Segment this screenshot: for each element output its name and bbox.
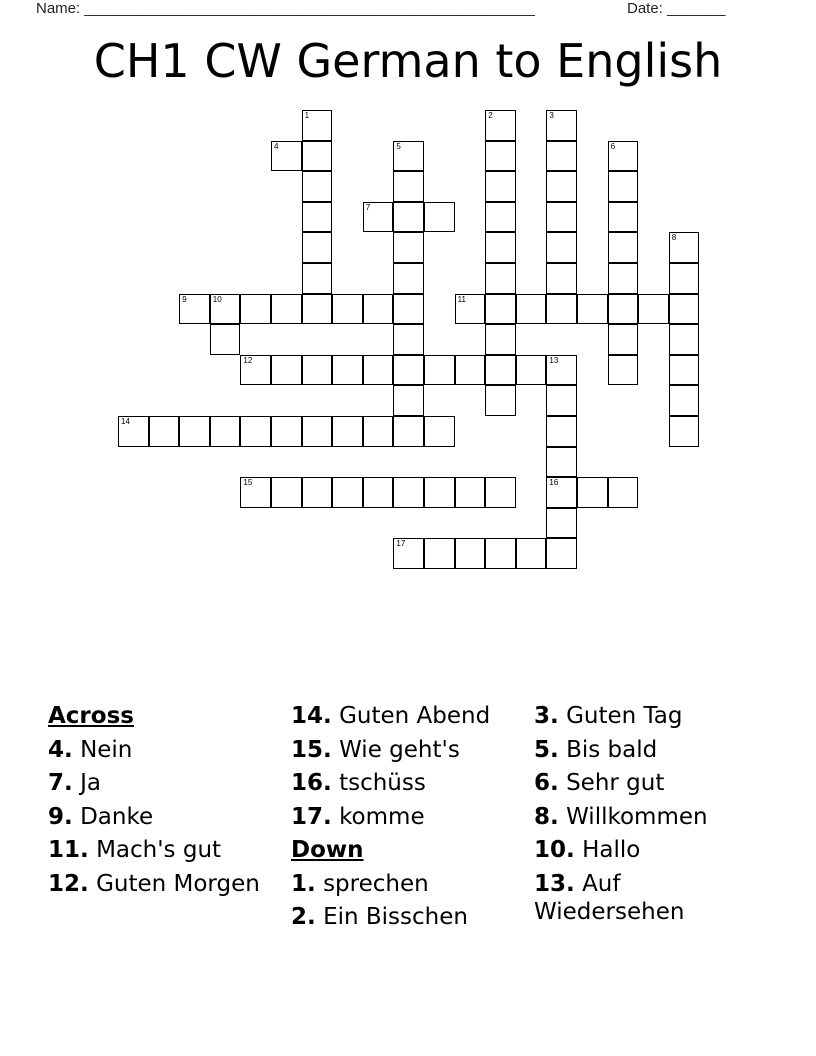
grid-cell[interactable] xyxy=(302,110,333,141)
grid-cell[interactable] xyxy=(302,171,333,202)
cell-number: 17 xyxy=(396,539,406,549)
clue-number: 12. xyxy=(48,870,89,897)
clue-text: Wie geht's xyxy=(339,736,460,763)
grid-cell[interactable] xyxy=(546,538,577,569)
clue-down-4 xyxy=(534,769,734,797)
grid-cell[interactable] xyxy=(546,110,577,141)
cell-number: 4 xyxy=(274,141,279,151)
grid-cell[interactable] xyxy=(485,355,516,386)
grid-cell[interactable] xyxy=(546,385,577,416)
grid-cell[interactable] xyxy=(393,232,424,263)
cell-number: 9 xyxy=(182,294,187,304)
grid-cell[interactable] xyxy=(424,538,455,569)
grid-cell[interactable] xyxy=(424,202,455,233)
clue-text: tschüss xyxy=(339,770,426,796)
grid-cell[interactable] xyxy=(118,416,149,447)
grid-cell[interactable] xyxy=(455,538,486,569)
cell-number: 12 xyxy=(243,355,253,365)
grid-cell[interactable] xyxy=(669,232,700,263)
grid-cell[interactable] xyxy=(608,171,639,202)
grid-cell[interactable] xyxy=(669,355,700,386)
grid-cell[interactable] xyxy=(669,416,700,447)
cell-number: 6 xyxy=(610,141,616,151)
grid-cell[interactable] xyxy=(485,477,516,508)
grid-cell[interactable] xyxy=(485,171,516,202)
clue-text: Ein Bisschen xyxy=(323,904,468,930)
grid-cell[interactable] xyxy=(240,416,271,447)
grid-cell[interactable] xyxy=(271,355,302,386)
grid-cell[interactable] xyxy=(546,447,577,478)
grid-cell[interactable] xyxy=(393,141,424,172)
grid-cell[interactable] xyxy=(546,508,577,539)
grid-cell[interactable] xyxy=(210,324,241,355)
grid-cell[interactable] xyxy=(302,294,333,325)
cell-number: 15 xyxy=(243,478,253,488)
clue-column-3 xyxy=(534,702,734,931)
clue-number: 8. xyxy=(534,803,559,830)
grid-cell[interactable] xyxy=(271,416,302,447)
clue-number: 11. xyxy=(48,837,89,863)
clue-number: 2. xyxy=(291,904,316,930)
grid-cell[interactable] xyxy=(179,416,210,447)
grid-cell[interactable] xyxy=(424,416,455,447)
grid-cell[interactable] xyxy=(424,477,455,508)
grid-cell[interactable] xyxy=(546,355,577,386)
grid-cell[interactable] xyxy=(271,294,302,325)
grid-cell[interactable] xyxy=(608,355,639,386)
grid-cell[interactable] xyxy=(546,202,577,233)
grid-cell[interactable] xyxy=(179,294,210,325)
grid-cell[interactable] xyxy=(669,263,700,294)
grid-cell[interactable] xyxy=(546,141,577,172)
grid-cell[interactable] xyxy=(669,294,700,325)
cell-number: 1 xyxy=(304,111,310,120)
clue-text: Nein xyxy=(80,736,133,763)
grid-cell[interactable] xyxy=(485,263,516,294)
clue-number: 5. xyxy=(534,736,559,763)
clue-across-6 xyxy=(291,736,531,764)
cell-number: 2 xyxy=(488,111,493,120)
grid-cell[interactable] xyxy=(302,232,333,263)
clue-text: Bis bald xyxy=(566,736,658,763)
grid-cell[interactable] xyxy=(608,232,639,263)
clue-text: Auf Wiedersehen xyxy=(534,870,685,925)
cell-number: 3 xyxy=(549,111,554,120)
grid-cell[interactable] xyxy=(608,294,639,325)
grid-cell[interactable] xyxy=(332,294,363,325)
grid-cell[interactable] xyxy=(393,202,424,233)
grid-cell[interactable] xyxy=(546,416,577,447)
across-heading: Across xyxy=(48,703,134,729)
grid-cell[interactable] xyxy=(332,477,363,508)
grid-cell[interactable] xyxy=(393,263,424,294)
grid-cell[interactable] xyxy=(393,477,424,508)
clue-text: Ja xyxy=(80,770,101,796)
grid-cell[interactable] xyxy=(210,294,241,325)
cell-number: 10 xyxy=(212,294,222,304)
grid-cell[interactable] xyxy=(302,355,333,386)
grid-cell[interactable] xyxy=(271,477,302,508)
grid-cell[interactable] xyxy=(485,538,516,569)
cell-number: 13 xyxy=(549,355,559,365)
cell-number: 16 xyxy=(549,478,559,488)
grid-cell[interactable] xyxy=(516,294,547,325)
grid-cell[interactable] xyxy=(302,202,333,233)
clue-number: 6. xyxy=(534,770,559,796)
clue-number: 10. xyxy=(534,837,575,863)
grid-cell[interactable] xyxy=(302,416,333,447)
clue-down-6 xyxy=(534,836,734,864)
clue-across-5 xyxy=(291,702,531,730)
grid-cell[interactable] xyxy=(363,416,394,447)
clue-text: komme xyxy=(339,803,425,830)
clue-number: 16. xyxy=(291,770,332,796)
grid-cell[interactable] xyxy=(546,263,577,294)
clue-across-7 xyxy=(291,769,531,797)
grid-cell[interactable] xyxy=(546,232,577,263)
grid-cell[interactable] xyxy=(516,355,547,386)
cell-number: 11 xyxy=(457,294,466,304)
grid-cell[interactable] xyxy=(210,416,241,447)
grid-cell[interactable] xyxy=(149,416,180,447)
grid-cell[interactable] xyxy=(485,232,516,263)
grid-cell[interactable] xyxy=(393,385,424,416)
clue-across-8 xyxy=(291,803,531,831)
grid-cell[interactable] xyxy=(608,324,639,355)
grid-cell[interactable] xyxy=(455,355,486,386)
clue-text: Mach's gut xyxy=(96,837,222,863)
grid-cell[interactable] xyxy=(363,477,394,508)
grid-cell[interactable] xyxy=(393,171,424,202)
clue-down-3 xyxy=(534,736,734,764)
clue-down-7 xyxy=(534,870,734,926)
grid-cell[interactable] xyxy=(516,538,547,569)
clue-text: sprechen xyxy=(323,870,429,897)
clue-down-0 xyxy=(291,870,531,898)
clue-number: 14. xyxy=(291,703,332,729)
clue-across-3 xyxy=(48,836,288,864)
grid-cell[interactable] xyxy=(577,294,608,325)
grid-cell[interactable] xyxy=(271,141,302,172)
clue-number: 9. xyxy=(48,803,73,830)
grid-cell[interactable] xyxy=(302,477,333,508)
grid-cell[interactable] xyxy=(485,294,516,325)
grid-cell[interactable] xyxy=(608,202,639,233)
clue-text: Sehr gut xyxy=(566,770,665,796)
grid-cell[interactable] xyxy=(240,355,271,386)
grid-cell[interactable] xyxy=(485,385,516,416)
cell-number: 8 xyxy=(671,233,677,243)
grid-cell[interactable] xyxy=(240,294,271,325)
grid-cell[interactable] xyxy=(240,477,271,508)
grid-cell[interactable] xyxy=(485,202,516,233)
grid-cell[interactable] xyxy=(393,538,424,569)
grid-cell[interactable] xyxy=(393,416,424,447)
clue-text: Guten Morgen xyxy=(96,870,260,897)
clue-across-4 xyxy=(48,870,288,898)
cell-number: 7 xyxy=(365,202,371,212)
grid-cell[interactable] xyxy=(363,294,394,325)
date-field[interactable]: Date: _______ xyxy=(627,0,726,17)
clue-text: Danke xyxy=(80,803,154,830)
grid-cell[interactable] xyxy=(669,324,700,355)
clue-down-1 xyxy=(291,903,531,931)
grid-cell[interactable] xyxy=(608,263,639,294)
grid-cell[interactable] xyxy=(546,294,577,325)
clue-number: 1. xyxy=(291,870,316,897)
clue-across-1 xyxy=(48,769,288,797)
clue-number: 17. xyxy=(291,803,332,830)
clue-down-2 xyxy=(534,702,734,730)
grid-cell[interactable] xyxy=(608,477,639,508)
grid-cell[interactable] xyxy=(608,141,639,172)
page-title: CH1 CW German to English xyxy=(93,34,723,88)
grid-cell[interactable] xyxy=(393,324,424,355)
grid-cell[interactable] xyxy=(332,416,363,447)
cell-number: 14 xyxy=(121,417,130,426)
grid-cell[interactable] xyxy=(302,141,333,172)
grid-cell[interactable] xyxy=(485,110,516,141)
grid-cell[interactable] xyxy=(393,355,424,386)
cell-number: 5 xyxy=(396,141,401,151)
grid-cell[interactable] xyxy=(485,141,516,172)
clue-column-1 xyxy=(48,702,288,903)
clue-number: 3. xyxy=(534,703,559,729)
clue-text: Guten Tag xyxy=(566,703,683,729)
clue-down-5 xyxy=(534,803,734,831)
clue-number: 7. xyxy=(48,770,73,796)
grid-cell[interactable] xyxy=(332,355,363,386)
clue-number: 15. xyxy=(291,736,332,763)
grid-cell[interactable] xyxy=(455,294,486,325)
grid-cell[interactable] xyxy=(546,171,577,202)
grid-cell[interactable] xyxy=(638,294,669,325)
grid-cell[interactable] xyxy=(577,477,608,508)
clue-across-0 xyxy=(48,736,288,764)
grid-cell[interactable] xyxy=(363,355,394,386)
down-heading: Down xyxy=(291,837,364,863)
grid-cell[interactable] xyxy=(363,202,394,233)
clue-number: 13. xyxy=(534,870,575,897)
clue-number: 4. xyxy=(48,736,73,763)
clue-across-2 xyxy=(48,803,288,831)
grid-cell[interactable] xyxy=(424,355,455,386)
clue-text: Hallo xyxy=(582,837,641,863)
grid-cell[interactable] xyxy=(485,324,516,355)
name-field[interactable]: Name: ______________________________________________________ xyxy=(36,0,535,17)
clue-text: Willkommen xyxy=(566,803,708,830)
grid-cell[interactable] xyxy=(546,477,577,508)
grid-cell[interactable] xyxy=(455,477,486,508)
grid-cell[interactable] xyxy=(669,385,700,416)
clue-text: Guten Abend xyxy=(339,703,491,729)
grid-cell[interactable] xyxy=(393,294,424,325)
clue-column-2 xyxy=(291,702,531,937)
grid-cell[interactable] xyxy=(302,263,333,294)
